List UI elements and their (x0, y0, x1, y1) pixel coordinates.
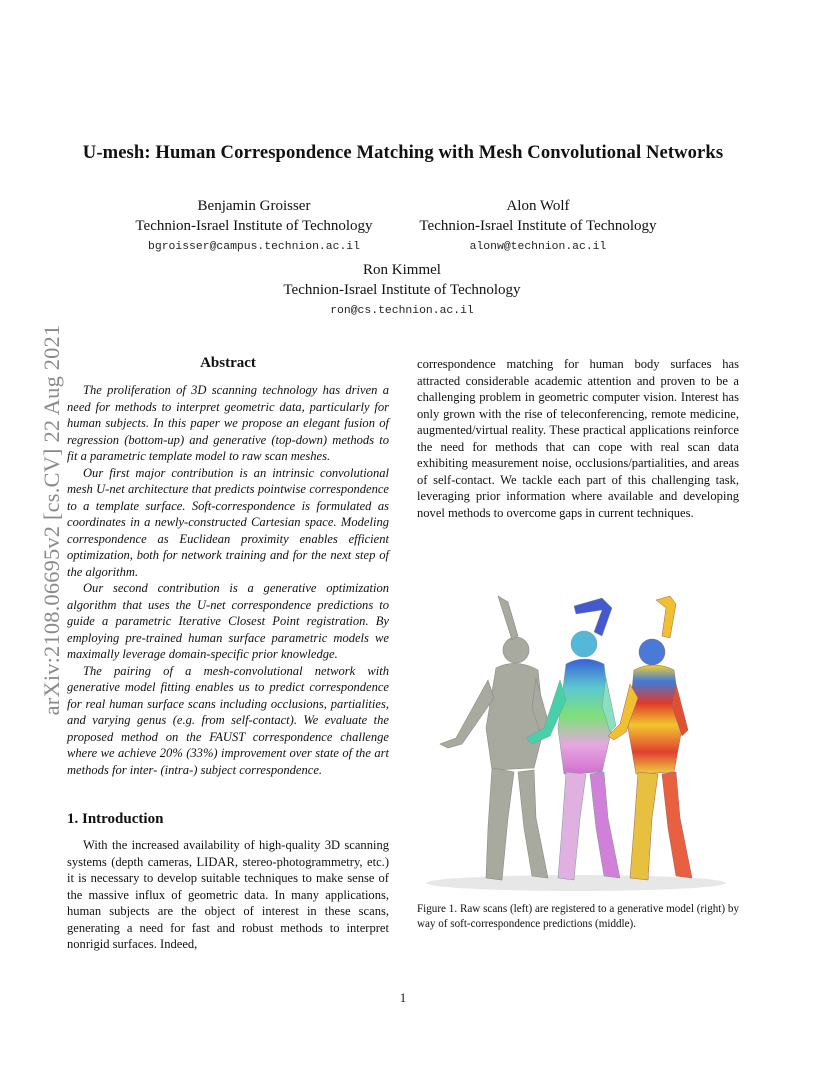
author-name: Benjamin Groisser (197, 198, 311, 214)
left-column (67, 354, 389, 953)
author-email: ron@cs.technion.ac.il (330, 305, 474, 317)
author-affiliation: Technion-Israel Institute of Technology (135, 218, 373, 234)
author-block (100, 196, 408, 258)
author-block (248, 260, 556, 322)
page-number: 1 (399, 991, 407, 1005)
introduction-body (67, 837, 389, 953)
shadow (426, 875, 726, 891)
body-paragraph: correspondence matching for human body surfaces has attracted considerable academic attention and proven to be a challenging problem in geometric computer vision. Interest has only grown with the rise of teleconferencing, remote medicine, augmented/virtual reality. These practical applications reinforce the need for methods that can cope with real scan data exhibiting measurement noise, occlusions/partialities, and areas of self-contact. We tackle each part of this challenging task, leveraging prior information where available and developing novel methods to overcome gaps in current techniques. (417, 357, 739, 520)
arxiv-identifier: arXiv:2108.06695v2 [cs.CV] 22 Aug 2021 (39, 324, 64, 716)
author-name: Alon Wolf (506, 198, 570, 214)
abstract-body (67, 382, 389, 778)
figure-1-body-scans (426, 588, 744, 896)
right-column (417, 356, 739, 521)
author-name: Ron Kimmel (363, 262, 441, 278)
figure-1-caption: Figure 1. Raw scans (left) are registered to a generative model (right) by way of soft-correspondence predictions (middle). (417, 903, 739, 930)
abstract-paragraph: The pairing of a mesh-convolutional network with generative model fitting enables us to predict correspondence for real human surface scans including occlusions, partialities, and varying genus (e.g. from self-contact). We evaluate the proposed method on the FAUST correspondence challenge where we achieve 20% (33%) improvement over state of the art methods for inter- (intra-) subject correspondence. (67, 663, 389, 777)
abstract-paragraph: The proliferation of 3D scanning technology has driven a need for methods to interpret geometric data, particularly for human subjects. In this paper we propose an elegant fusion of regression (bottom-up) and generative (top-down) methods to fit a parametric template model to raw scan meshes. (67, 383, 389, 463)
abstract-paragraph: Our second contribution is a generative optimization algorithm that uses the U-net correspondence predictions to guide a parametric Iterative Closest Point registration. By employing pre-trained human surface parametric models we maximally leverage domain-specific prior knowledge. (67, 581, 389, 661)
author-email: alonw@technion.ac.il (469, 241, 607, 253)
abstract-paragraph: Our first major contribution is an intrinsic convolutional mesh U-net architecture that predicts pointwise correspondence to a template surface. Soft-correspondence is formulated as coordinates in a newly-constructed Cartesian space. Modeling correspondence as Euclidean proximity enables efficient optimization, both for network training and for the next step of the algorithm. (67, 465, 389, 579)
author-affiliation: Technion-Israel Institute of Technology (283, 282, 521, 298)
paper-title: U-mesh: Human Correspondence Matching with Mesh Convolutional Networks (82, 142, 724, 163)
abstract-heading: Abstract (200, 355, 256, 371)
author-block (414, 196, 662, 258)
body-paragraph: With the increased availability of high-quality 3D scanning systems (depth cameras, LIDAR, stereo-photogrammetry, etc.) it is necessary to develop suitable techniques to make sense of the massive influx of geometric data. In many applications, human subjects are the object of interest in these scans, generating a need for fast and robust methods to interpret nonrigid surfaces. Indeed, (67, 838, 389, 951)
generative-model-figure (608, 596, 692, 880)
author-email: bgroisser@campus.technion.ac.il (148, 241, 360, 253)
author-affiliation: Technion-Israel Institute of Technology (419, 218, 657, 234)
introduction-heading: 1. Introduction (67, 811, 164, 827)
